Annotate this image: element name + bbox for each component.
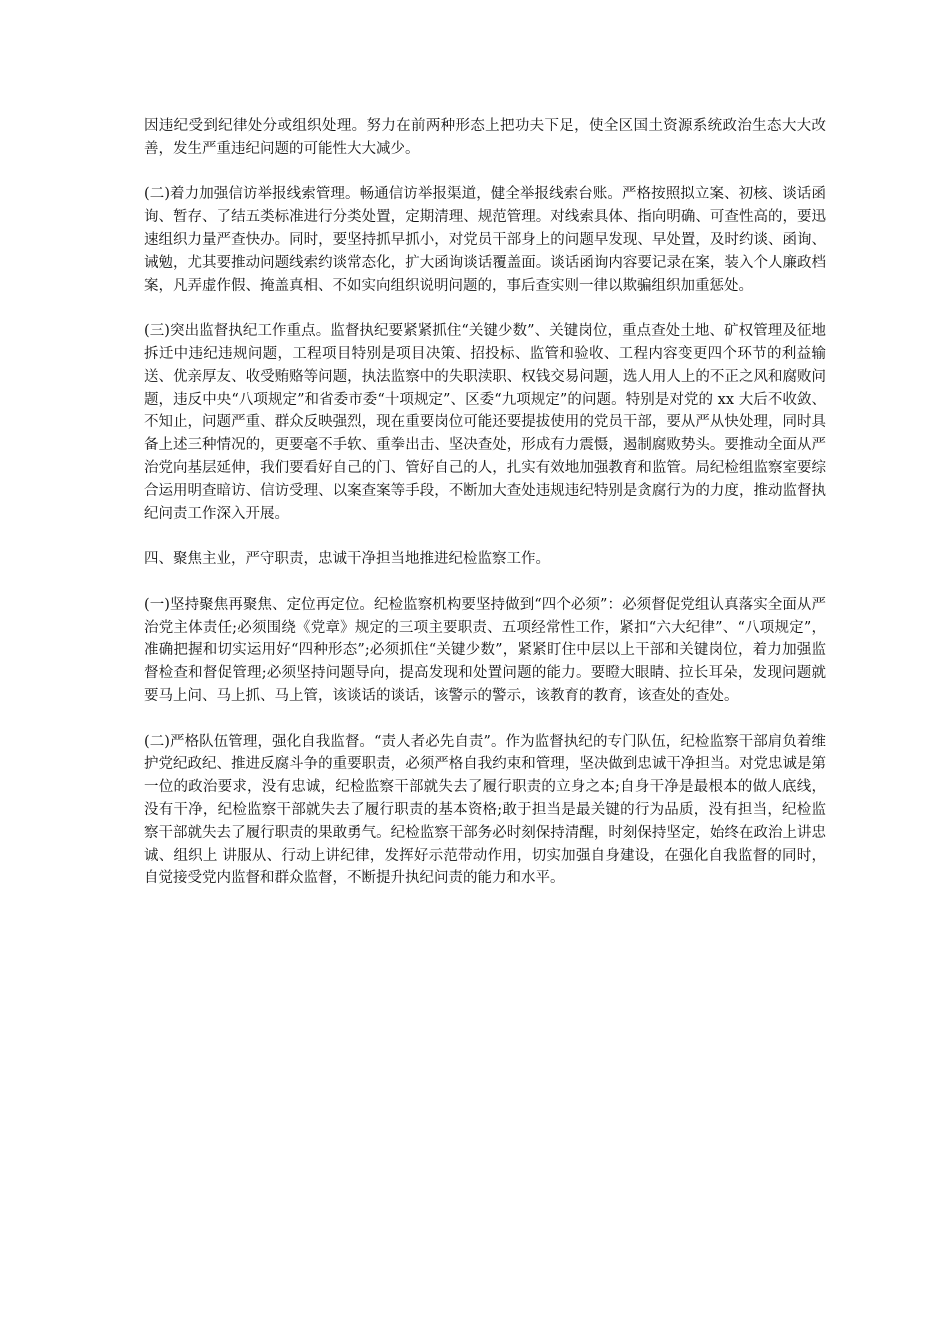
paragraph-team-management: (二)严格队伍管理，强化自我监督。“责人者必先自责”。作为监督执纪的专门队伍，纪检监察干部肩负着维护党纪政纪、推进反腐斗争的重要职责，必须严格自我约束和管理，坚决做到忠诚干净担当。对党忠诚是第一位的政治要求，没有忠诚，纪检监察干部就失去了履行职责的立身之本;自身干净是最根本的做人底线，没有干净，纪检监察干部就失去了履行职责的基本资格;敢于担当是最关键的行为品质，没有担当，纪检监察干部就失去了履行职责的果敢勇气。纪检监察干部务必时刻保持清醒，时刻保持坚定，始终在政治上讲忠诚、组织上 讲服从、行动上讲纪律，发挥好示范带动作用，切实加强自身建设，在强化自我监督的同时， 自觉接受党内监督和群众监督，不断提升执纪问责的能力和水平。 [144,733,826,887]
section-heading-four: 四、聚焦主业，严守职责，忠诚干净担当地推进纪检监察工作。 [144,551,550,568]
paragraph-petition-clues: (二)着力加强信访举报线索管理。畅通信访举报渠道，健全举报线索台账。严格按照拟立案、初核、谈话函询、暂存、了结五类标准进行分类处置，定期清理、规范管理。对线索具体、指向明确、可查性高的，要迅速组织力量严查快办。同时，要坚持抓早抓小，对党员干部身上的问题早发现、早处置，及时约谈、函询、诫勉，尤其要推动问题线索约谈常态化，扩大函询谈话覆盖面。谈话函询内容要记录在案，装入个人廉政档案，凡弄虚作假、掩盖真相、不如实向组织说明问题的，事后查实则一律以欺骗组织加重惩处。 [144,186,826,294]
paragraph-focus-positioning: (一)坚持聚焦再聚焦、定位再定位。纪检监察机构要坚持做到“四个必须”：必须督促党组认真落实全面从严治党主体责任;必须围绕《党章》规定的三项主要职责、五项经常性工作，紧扣“六大纪律”、“八项规定”，准确把握和切实运用好“四种形态”;必须抓住“关键少数”，紧紧盯住中层以上干部和关键岗位，着力加强监督检查和督促管理;必须坚持问题导向，提高发现和处置问题的能力。要瞪大眼睛、拉长耳朵，发现问题就要马上问、马上抓、马上管，该谈话的谈话，该警示的警示，该教育的教育，该查处的查处。 [144,596,826,704]
document-body [144,115,826,913]
paragraph-supervision-focus: (三)突出监督执纪工作重点。监督执纪要紧紧抓住“关键少数”、关键岗位，重点查处土地、矿权管理及征地拆迁中违纪违规问题，工程项目特别是项目决策、招投标、监管和验收、工程内容变更四个环节的利益输送、优亲厚友、收受贿赂等问题，执法监察中的失职渎职、权钱交易问题，选人用人上的不正之风和腐败问题，违反中央“八项规定”和省委市委“十项规定”、区委“九项规定”的问题。特别是对党的 xx 大后不收敛、不知止，问题严重、群众反映强烈，现在重要岗位可能还要提拔使用的党员干部，要从严从快处理，同时具备上述三种情况的，更要毫不手软、重拳出击、坚决查处，形成有力震慑，遏制腐败势头。要推动全面从严治党向基层延伸，我们要看好自己的门、管好自己的人，扎实有效地加强教育和监管。局纪检组监察室要综合运用明查暗访、信访受理、以案查案等手段，不断加大查处违规违纪特别是贪腐行为的力度，推动监督执纪问责工作深入开展。 [144,323,826,522]
paragraph-discipline-forms: 因违纪受到纪律处分或组织处理。努力在前两种形态上把功夫下足，使全区国土资源系统政治生态大大改善，发生严重违纪问题的可能性大大减少。 [144,118,826,157]
